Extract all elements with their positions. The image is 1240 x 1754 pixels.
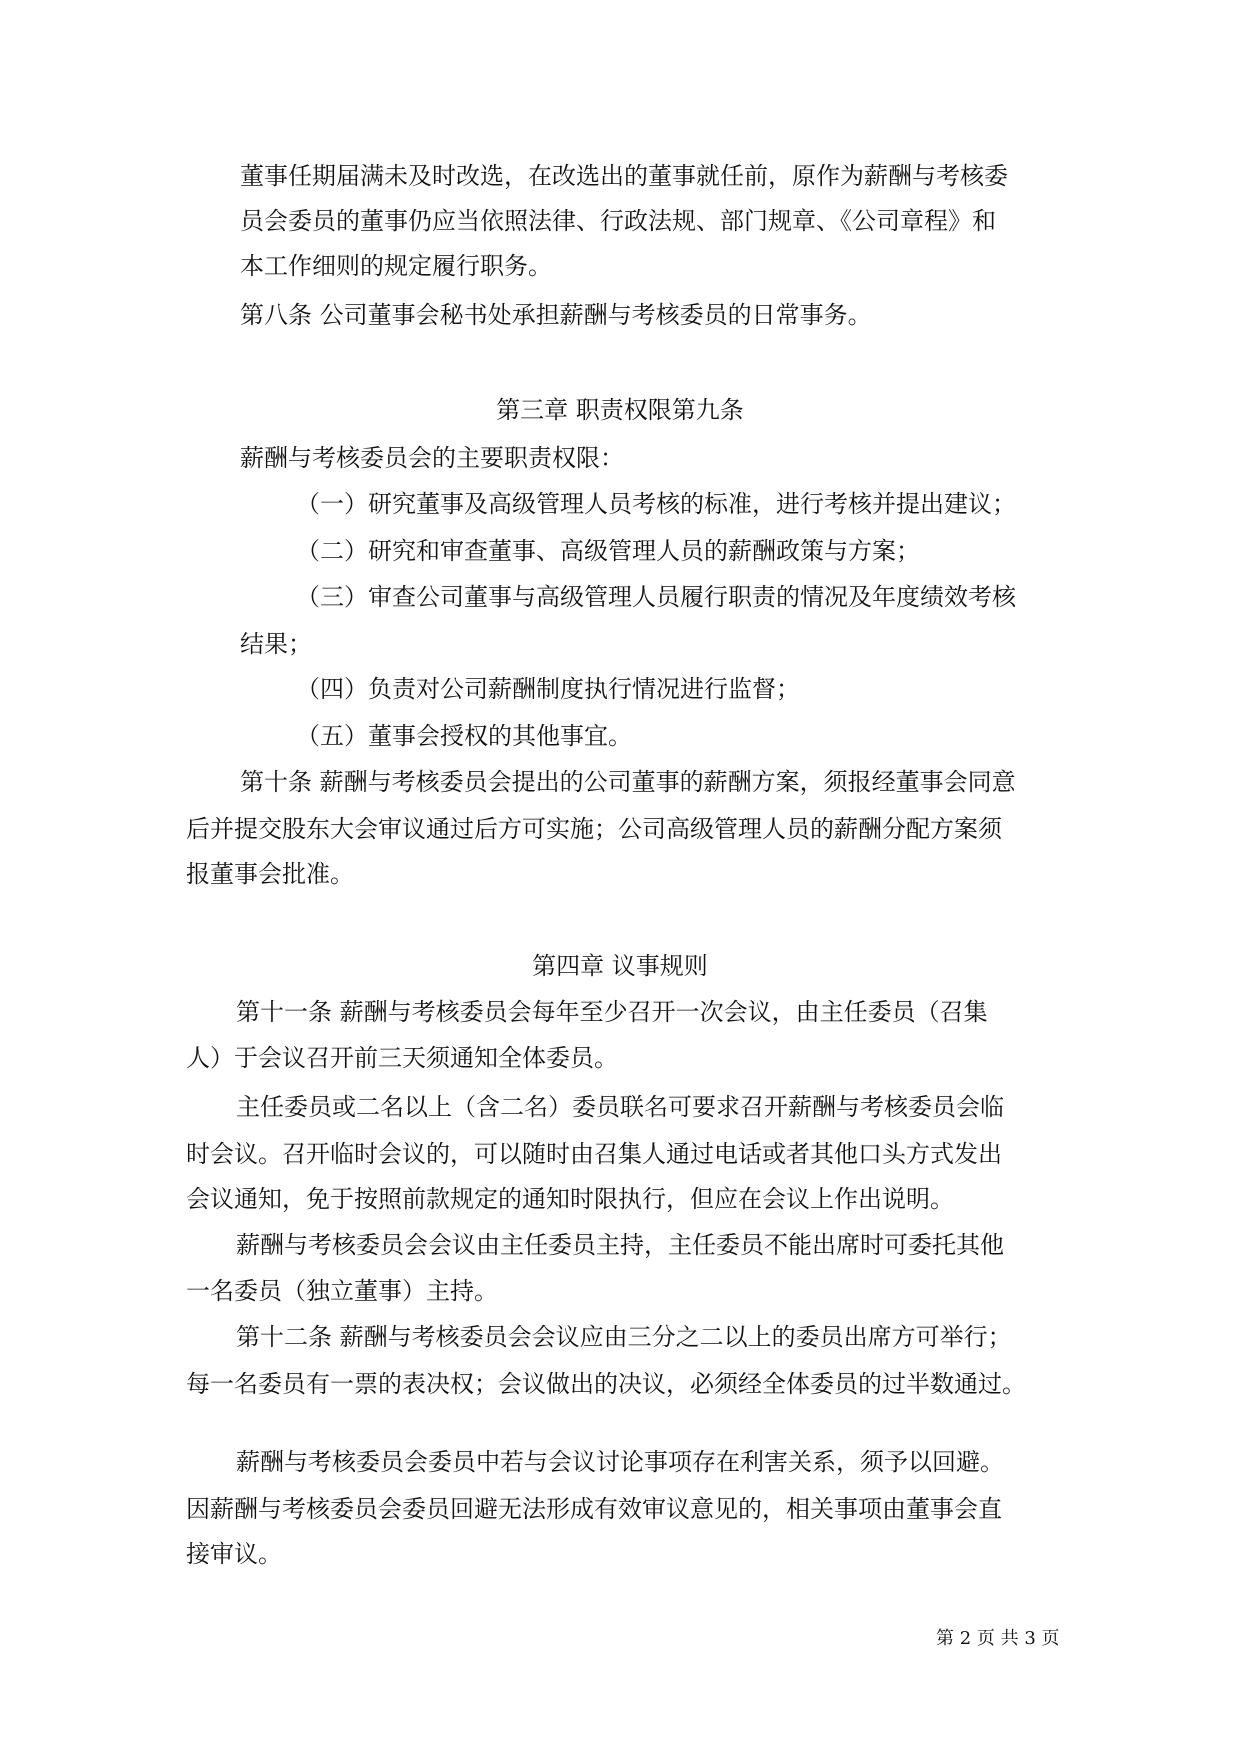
text-line: 本工作细则的规定履行职务。	[240, 252, 552, 280]
text-line: 因薪酬与考核委员会委员回避无法形成有效审议意见的，相关事项由董事会直	[186, 1495, 1002, 1523]
chapter-heading: 第三章 职责权限第九条	[496, 396, 744, 424]
text-line: 接审议。	[186, 1540, 282, 1568]
text-line: 结果；	[240, 630, 312, 658]
text-line: 会议通知，免于按照前款规定的通知时限执行，但应在会议上作出说明。	[186, 1185, 954, 1213]
text-line: 薪酬与考核委员会的主要职责权限：	[240, 444, 624, 472]
text-line: 第八条 公司董事会秘书处承担薪酬与考核委员的日常事务。	[240, 301, 872, 329]
text-line: 第十条 薪酬与考核委员会提出的公司董事的薪酬方案，须报经董事会同意	[240, 768, 1016, 796]
text-line: 主任委员或二名以上（含二名）委员联名可要求召开薪酬与考核委员会临	[236, 1093, 1004, 1121]
text-line: 每一名委员有一票的表决权；会议做出的决议，必须经全体委员的过半数通过。	[186, 1370, 1026, 1398]
text-line: 报董事会批准。	[186, 860, 354, 888]
text-line: 第十一条 薪酬与考核委员会每年至少召开一次会议，由主任委员（召集	[236, 998, 988, 1026]
list-item: （二）研究和审查董事、高级管理人员的薪酬政策与方案；	[296, 537, 920, 565]
list-item: （一）研究董事及高级管理人员考核的标准，进行考核并提出建议；	[296, 490, 1016, 518]
page-number: 第 2 页 共 3 页	[936, 1628, 1060, 1649]
text-line: 董事任期届满未及时改选，在改选出的董事就任前，原作为薪酬与考核委	[240, 162, 1008, 190]
list-item: （五）董事会授权的其他事宜。	[296, 722, 632, 750]
text-line: 薪酬与考核委员会会议由主任委员主持，主任委员不能出席时可委托其他	[236, 1231, 1004, 1259]
text-line: 一名委员（独立董事）主持。	[186, 1277, 498, 1305]
text-line: 后并提交股东大会审议通过后方可实施；公司高级管理人员的薪酬分配方案须	[186, 815, 1002, 843]
text-line: 薪酬与考核委员会委员中若与会议讨论事项存在利害关系，须予以回避。	[236, 1448, 1004, 1476]
text-line: 第十二条 薪酬与考核委员会会议应由三分之二以上的委员出席方可举行；	[236, 1323, 1012, 1351]
list-item: （三）审查公司董事与高级管理人员履行职责的情况及年度绩效考核	[296, 583, 1016, 611]
list-item: （四）负责对公司薪酬制度执行情况进行监督；	[296, 675, 800, 703]
chapter-heading: 第四章 议事规则	[532, 952, 708, 980]
text-line: 人）于会议召开前三天须通知全体委员。	[186, 1044, 618, 1072]
text-line: 员会委员的董事仍应当依照法律、行政法规、部门规章、《公司章程》和	[240, 207, 996, 235]
text-line: 时会议。召开临时会议的，可以随时由召集人通过电话或者其他口头方式发出	[186, 1140, 1002, 1168]
